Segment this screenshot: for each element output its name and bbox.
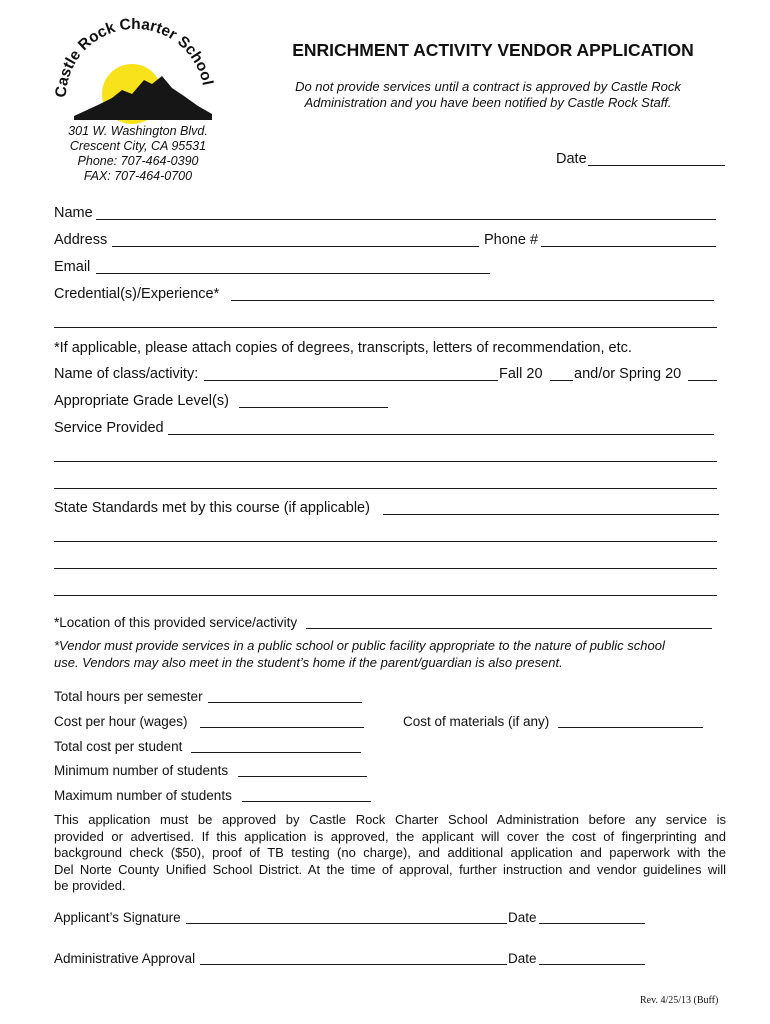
mountain-icon <box>74 76 212 120</box>
vendor-note-line-2: use. Vendors may also meet in the student’s home if the parent/guardian is also present. <box>54 654 563 670</box>
cost-materials-label: Cost of materials (if any) <box>403 714 550 729</box>
service-field-line-2[interactable] <box>54 461 717 462</box>
approval-paragraph <box>54 812 726 895</box>
subtitle-line-1: Do not provide services until a contract is approved by Castle Rock <box>295 79 681 94</box>
standards-field-line-2[interactable] <box>54 541 717 542</box>
standards-field-line-3[interactable] <box>54 568 717 569</box>
phone-number: Phone: 707-464-0390 <box>77 154 199 168</box>
header-date-field[interactable] <box>588 165 725 166</box>
total-cost-field[interactable] <box>191 752 361 753</box>
approval-line-2: provided or advertised. If this application is approved, the applicant will cover the cost of fingerprinting and <box>54 828 726 844</box>
location-field[interactable] <box>306 628 712 629</box>
phone-field[interactable] <box>541 246 716 247</box>
school-address <box>52 124 224 184</box>
school-logo <box>52 18 220 130</box>
applicant-date-field[interactable] <box>539 923 645 924</box>
fall-year-field[interactable] <box>550 380 573 381</box>
subtitle-line-2: Administration and you have been notified by Castle Rock Staff. <box>304 95 672 110</box>
address-line-1: 301 W. Washington Blvd. <box>68 124 208 138</box>
fall-label: Fall 20 <box>499 366 543 382</box>
grade-level-label: Appropriate Grade Level(s) <box>54 393 229 409</box>
applicant-date-label: Date <box>508 910 537 925</box>
form-title: ENRICHMENT ACTIVITY VENDOR APPLICATION <box>292 40 694 60</box>
header-date-label: Date <box>556 151 587 167</box>
total-hours-field[interactable] <box>208 702 362 703</box>
address-label: Address <box>54 232 108 248</box>
vendor-note-line-1: *Vendor must provide services in a public school or public facility appropriate to the nature of public school <box>54 638 665 653</box>
max-students-label: Maximum number of students <box>54 788 232 803</box>
name-field[interactable] <box>96 219 716 220</box>
standards-label: State Standards met by this course (if applicable) <box>54 500 370 516</box>
admin-date-field[interactable] <box>539 964 645 965</box>
revision-note: Rev. 4/25/13 (Buff) <box>640 995 719 1006</box>
class-name-label: Name of class/activity: <box>54 366 199 382</box>
service-label: Service Provided <box>54 420 164 436</box>
credentials-field[interactable] <box>231 300 714 301</box>
class-name-field[interactable] <box>204 380 498 381</box>
email-label: Email <box>54 259 91 275</box>
approval-line-1: This application must be approved by Castle Rock Charter School Administration before any service is <box>54 812 726 827</box>
max-students-field[interactable] <box>242 801 371 802</box>
credentials-field-line-2[interactable] <box>54 327 717 328</box>
attach-note: *If applicable, please attach copies of degrees, transcripts, letters of recommendation, etc. <box>54 340 632 356</box>
name-label: Name <box>54 205 93 221</box>
total-cost-label: Total cost per student <box>54 739 183 754</box>
approval-line-5: be provided. <box>54 878 126 894</box>
min-students-label: Minimum number of students <box>54 763 229 778</box>
spring-year-field[interactable] <box>688 380 717 381</box>
applicant-signature-label: Applicant’s Signature <box>54 910 181 925</box>
fax-number: FAX: 707-464-0700 <box>83 169 193 183</box>
address-line-2: Crescent City, CA 95531 <box>69 139 207 153</box>
admin-approval-field[interactable] <box>200 964 507 965</box>
admin-date-label: Date <box>508 951 537 966</box>
location-label: *Location of this provided service/activity <box>54 615 298 630</box>
admin-approval-label: Administrative Approval <box>54 951 196 966</box>
service-field[interactable] <box>168 434 714 435</box>
cost-per-hour-label: Cost per hour (wages) <box>54 714 188 729</box>
email-field[interactable] <box>96 273 490 274</box>
standards-field[interactable] <box>383 514 719 515</box>
cost-per-hour-field[interactable] <box>200 727 364 728</box>
service-field-line-3[interactable] <box>54 488 717 489</box>
phone-label: Phone # <box>484 232 539 248</box>
vendor-note <box>54 638 726 671</box>
applicant-signature-field[interactable] <box>186 923 507 924</box>
standards-field-line-4[interactable] <box>54 595 717 596</box>
cost-materials-field[interactable] <box>558 727 703 728</box>
credentials-label: Credential(s)/Experience* <box>54 286 220 302</box>
min-students-field[interactable] <box>238 776 367 777</box>
spring-label: and/or Spring 20 <box>574 366 682 382</box>
grade-level-field[interactable] <box>239 407 388 408</box>
approval-line-3: background check ($50), proof of TB testing (no charge), and additional application and paperwork with the <box>54 845 726 861</box>
total-hours-label: Total hours per semester <box>54 689 203 704</box>
address-field[interactable] <box>112 246 479 247</box>
form-subtitle <box>258 79 718 111</box>
approval-line-4: Del Norte County Unified School District. At the time of approval, further instruction and vendor guidelines will <box>54 861 726 877</box>
logo-text: Castle Rock Charter School <box>52 18 216 99</box>
